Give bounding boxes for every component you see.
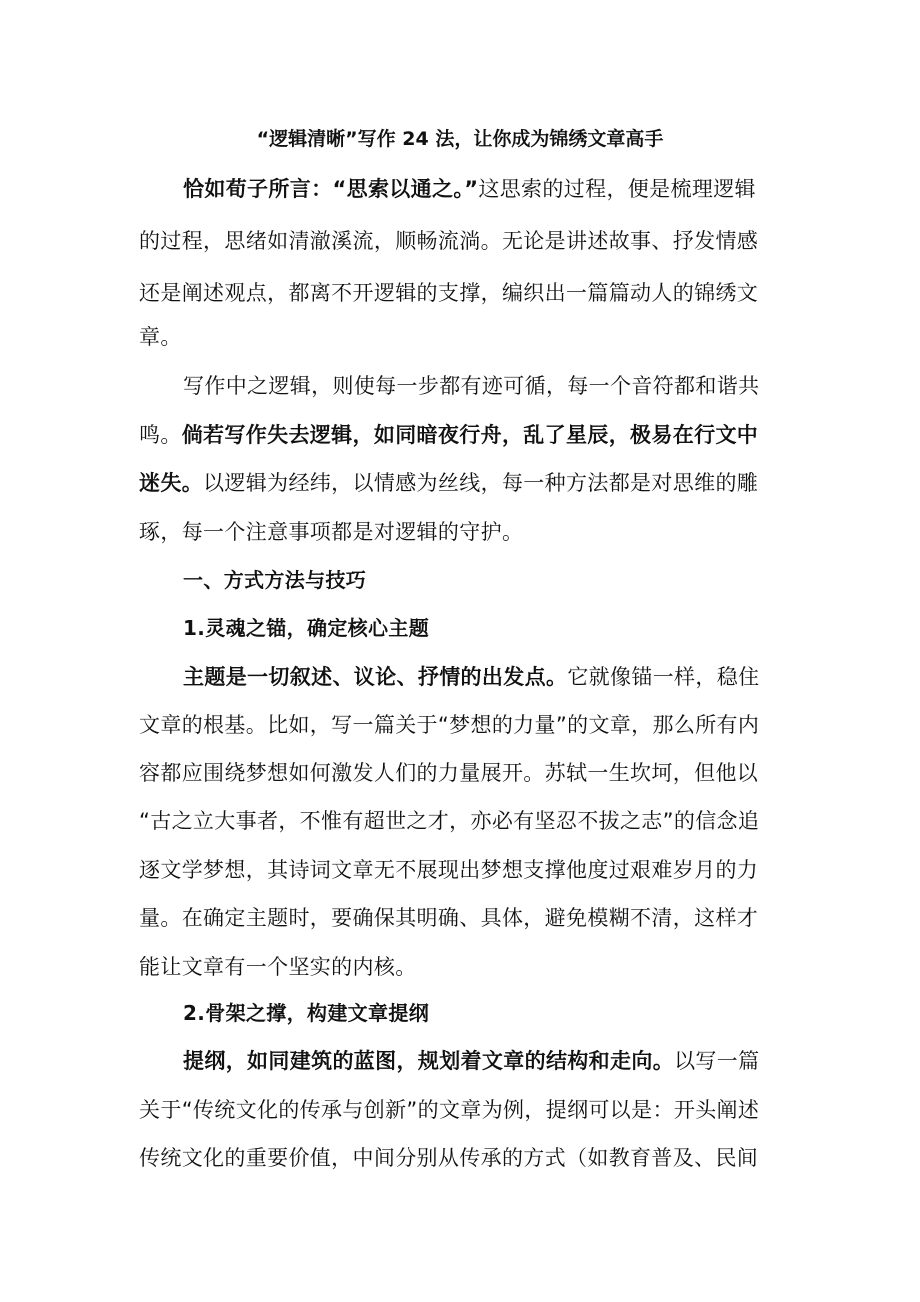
paragraph-line bbox=[139, 468, 758, 498]
document-title: “逻辑清晰”写作 24 法，让你成为锦绣文章高手 bbox=[256, 128, 664, 150]
text: 它就像锚一样，稳住 bbox=[567, 665, 760, 689]
paragraph-line bbox=[139, 420, 758, 450]
paragraph-line: 章。 bbox=[139, 325, 182, 349]
text: 以写一篇 bbox=[674, 1049, 760, 1073]
paragraph-line: “古之立大事者，不惟有超世之才，亦必有坚忍不拔之志”的信念追 bbox=[139, 809, 760, 833]
bold-text: 倘若写作失去逻辑，如同暗夜行舟，乱了星辰，极易在行文中 bbox=[181, 423, 759, 447]
bold-text: 主题是一切叙述、议论、抒情的出发点。 bbox=[183, 665, 568, 689]
subsection-heading: 1.灵魂之锚，确定核心主题 bbox=[183, 616, 430, 640]
bold-text: 提纲，如同建筑的蓝图，规划着文章的结构和走向。 bbox=[183, 1049, 675, 1073]
paragraph-line bbox=[183, 662, 759, 692]
text: 这思索的过程，便是梳理逻辑 bbox=[478, 177, 756, 201]
section-heading: 一、方式方法与技巧 bbox=[183, 568, 367, 592]
paragraph-line: 写作中之逻辑，则使每一步都有迹可循，每一个音符都和谐共 bbox=[183, 374, 760, 398]
bold-text: 迷失。 bbox=[139, 471, 204, 495]
paragraph-line: 传统文化的重要价值，中间分别从传承的方式（如教育普及、民间 bbox=[139, 1146, 759, 1170]
text: 以逻辑为经纬，以情感为丝线，每一种方法都是对思维的雕 bbox=[203, 471, 759, 495]
paragraph-line: 文章的根基。比如，写一篇关于“梦想的力量”的文章，那么所有内 bbox=[139, 713, 760, 737]
bold-text: 恰如荀子所言：“思索以通之。” bbox=[183, 177, 479, 201]
paragraph-line: 逐文学梦想，其诗词文章无不展现出梦想支撑他度过艰难岁月的力 bbox=[139, 858, 759, 882]
paragraph-line: 还是阐述观点，都离不开逻辑的支撑，编织出一篇篇动人的锦绣文 bbox=[139, 281, 759, 305]
paragraph-line bbox=[183, 1046, 759, 1076]
paragraph-line: 琢，每一个注意事项都是对逻辑的守护。 bbox=[139, 520, 524, 544]
paragraph-line: 的过程，思绪如清澈溪流，顺畅流淌。无论是讲述故事、抒发情感 bbox=[139, 229, 759, 253]
paragraph-line: 能让文章有一个坚实的内核。 bbox=[139, 955, 417, 979]
subsection-heading: 2.骨架之撑，构建文章提纲 bbox=[183, 1001, 430, 1025]
paragraph-line: 关于“传统文化的传承与创新”的文章为例，提纲可以是：开头阐述 bbox=[139, 1098, 760, 1122]
text: 鸣。 bbox=[139, 423, 182, 447]
paragraph-line: 容都应围绕梦想如何激发人们的力量展开。苏轼一生坎坷，但他以 bbox=[139, 761, 759, 785]
paragraph-line bbox=[183, 174, 756, 204]
paragraph-line: 量。在确定主题时，要确保其明确、具体，避免模糊不清，这样才 bbox=[139, 906, 759, 930]
